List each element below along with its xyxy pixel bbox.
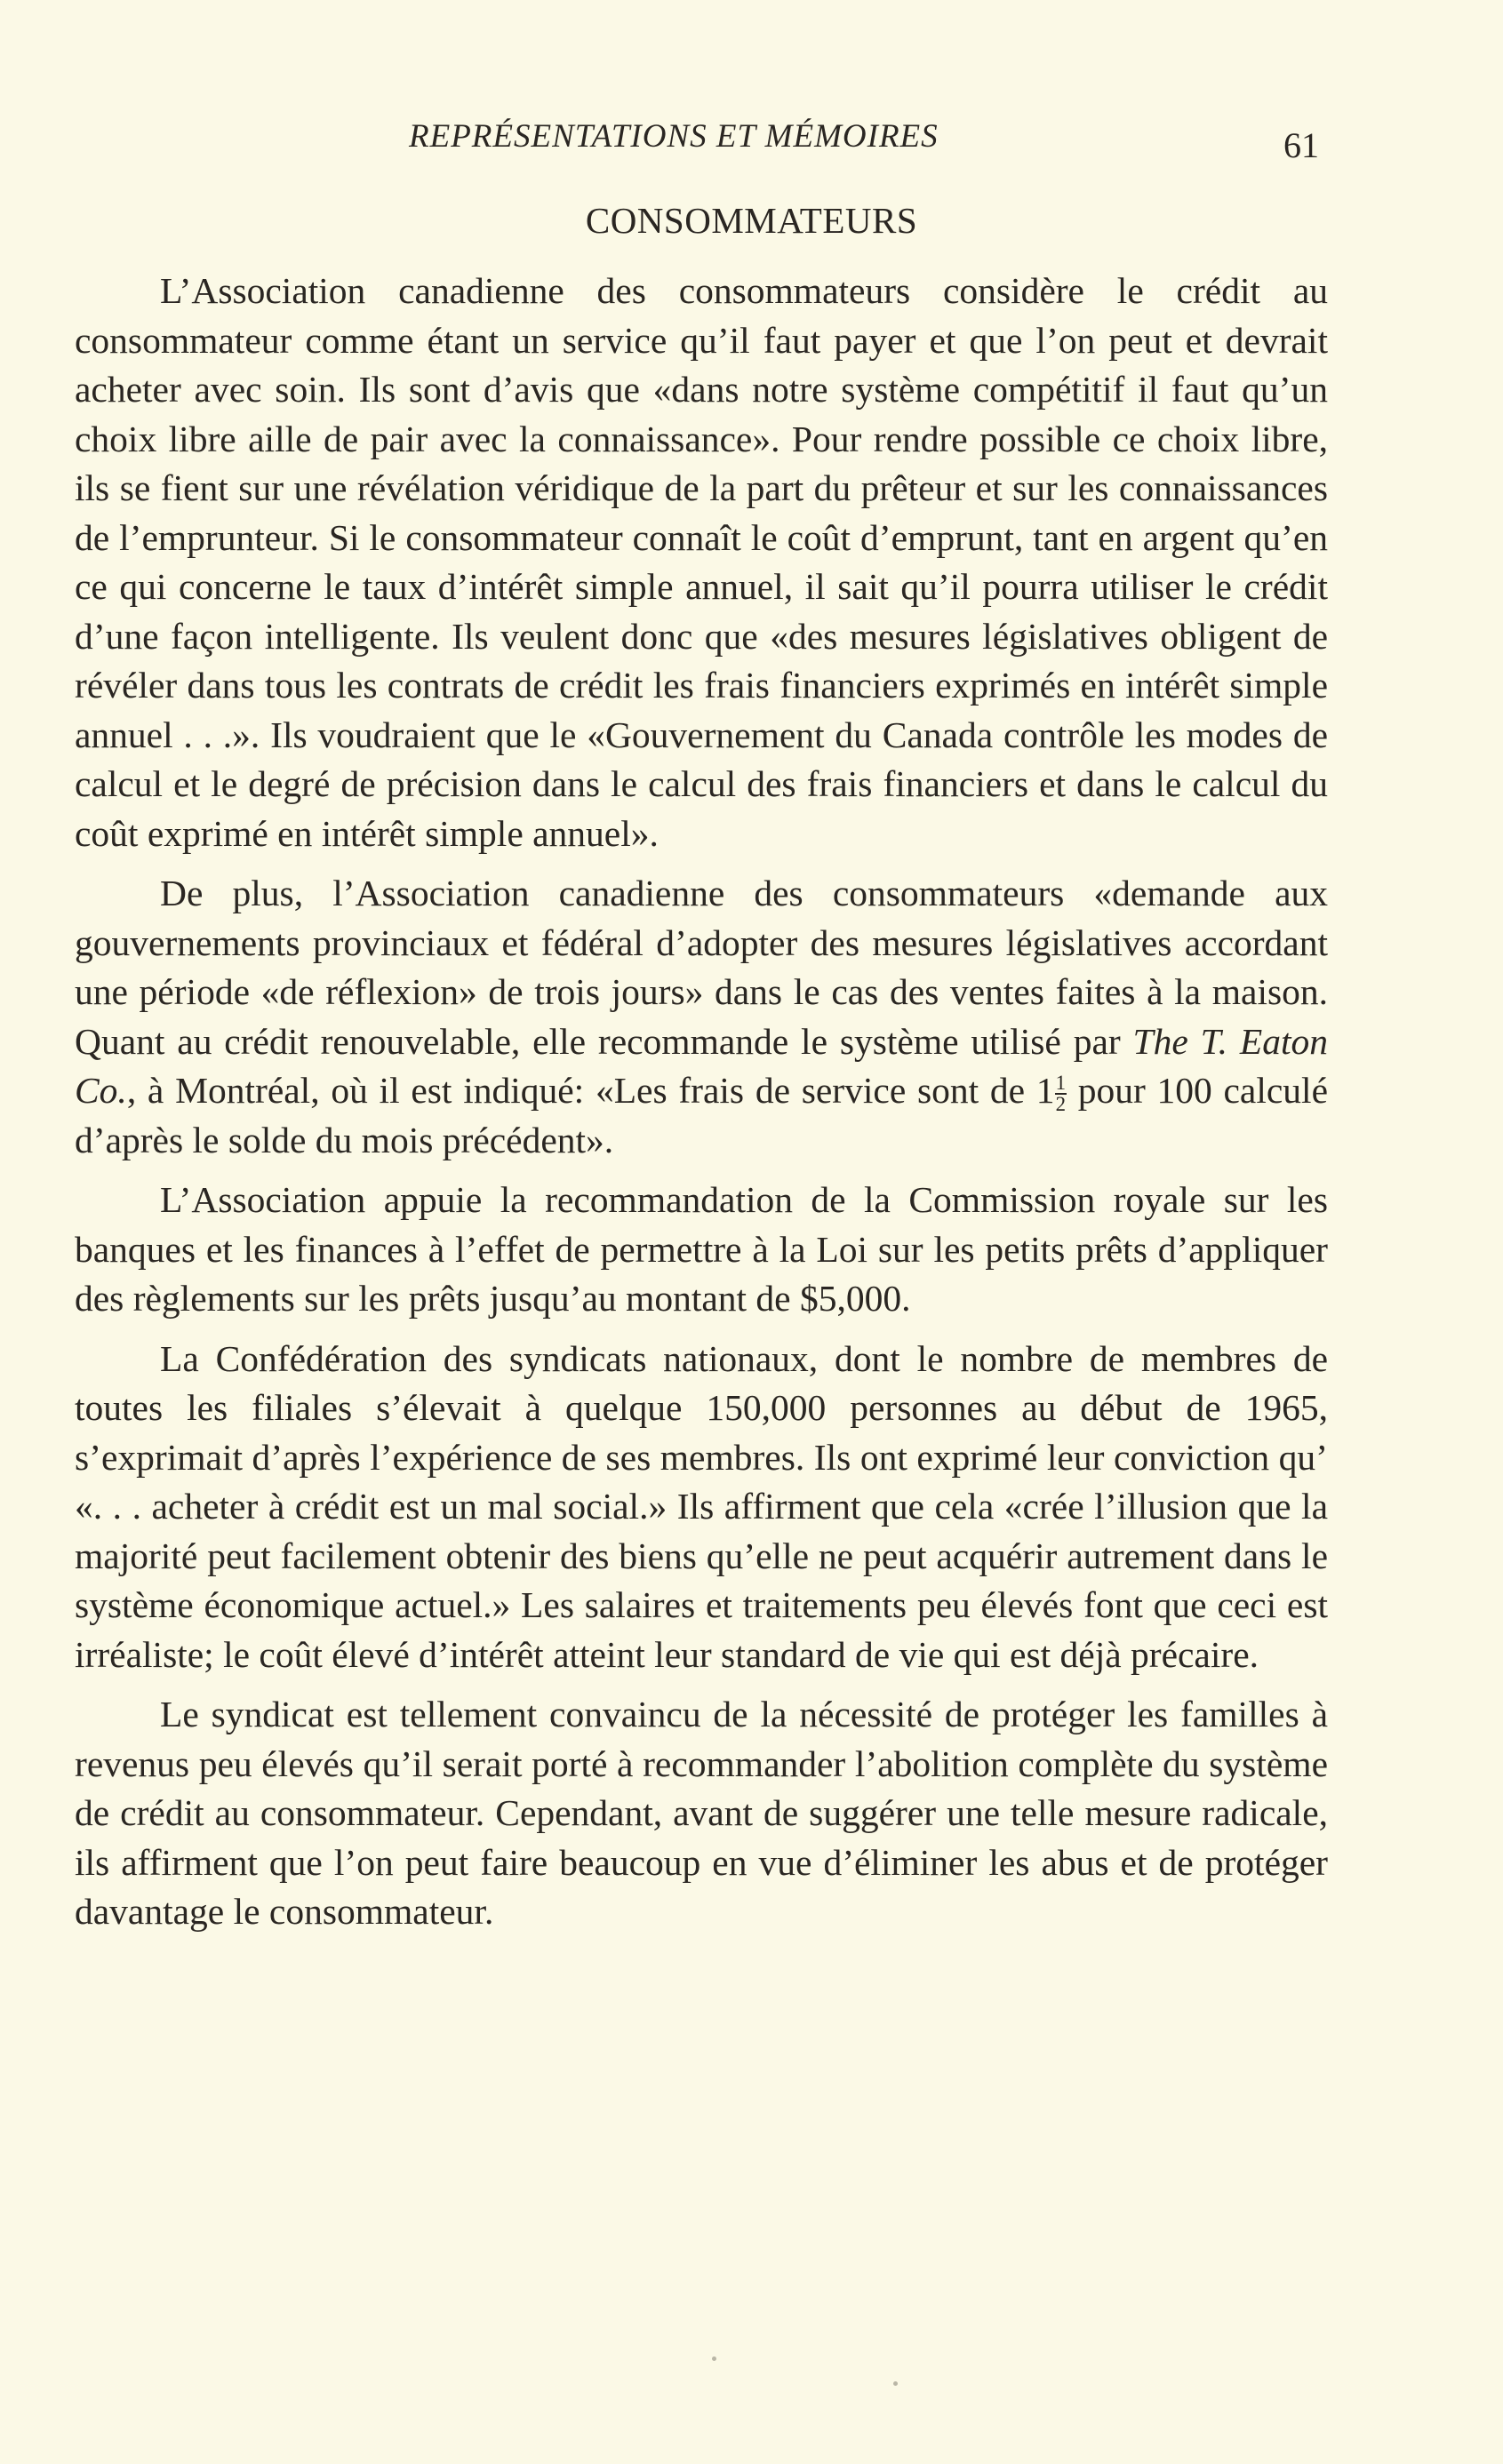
page-number: 61 bbox=[1283, 125, 1319, 165]
fraction-denominator: 2 bbox=[1055, 1093, 1066, 1116]
paragraph-1: L’Association canadienne des consommateurs considère le crédit au consommateur comme étant un service qu’il faut payer et que l’on peut et devrait acheter avec soin. Ils sont d’avis que «dans notre système compétitif il faut qu’un choix libre aille de pair avec la connaissance». Pour rendre possible ce choix libre, ils se fient sur une révélation véridique de la part du prêteur et sur les connaissances de l’emprunteur. Si le consommateur connaît le coût d’emprunt, tant en argent qu’en ce qui concerne le taux d’intérêt simple annuel, il sait qu’il pourra utiliser le crédit d’une façon intelligente. Ils veulent donc que «des mesures législatives obligent de révéler dans tous les contrats de crédit les frais financiers exprimés en intérêt simple annuel . . .». Ils voudraient que le «Gouvernement du Canada contrôle les modes de calcul et le degré de précision dans le calcul des frais financiers et dans le calcul du coût exprimé en intérêt simple annuel». bbox=[75, 270, 1328, 854]
paragraph-2-text-middle: , à Montréal, où il est indiqué: «Les frais de service sont de 1 bbox=[126, 1070, 1055, 1111]
paragraph-3: L’Association appuie la recommandation de la Commission royale sur les banques et les finances à l’effet de permettre à la Loi sur les petits prêts d’appliquer des règlements sur les prêts jusqu’au montant de $5,000. bbox=[75, 1179, 1328, 1319]
paragraph-4: La Confédération des syndicats nationaux, dont le nombre de membres de toutes les filiales s’élevait à quelque 150,000 personnes au début de 1965, s’exprimait d’après l’expérience de ses membres. Ils ont exprimé leur conviction qu’ «. . . acheter à crédit est un mal social.» Ils affirment que cela «crée l’illusion que la majorité peut facilement obtenir des biens qu’elle ne peut acquérir autrement dans le système économique actuel.» Les salaires et traitements peu élevés font que ceci est irréaliste; le coût élevé d’intérêt atteint leur standard de vie qui est déjà précaire. bbox=[75, 1337, 1328, 1675]
paragraph-2 bbox=[75, 869, 1328, 1165]
paper-speck bbox=[893, 2381, 898, 2386]
company-name: The T. Eaton Co. bbox=[75, 1020, 1329, 1111]
paragraph-2-text-end: pour 100 calculé d’après le solde du mois précédent». bbox=[75, 1070, 1328, 1160]
body-text bbox=[75, 267, 1328, 1937]
fraction-numerator: 1 bbox=[1055, 1071, 1066, 1094]
paper-speck bbox=[712, 2356, 716, 2361]
paragraph-2-text-start: De plus, l’Association canadienne des consommateurs «demande aux gouvernements provinciaux et fédéral d’adopter des mesures législatives accordant une période «de réflexion» de trois jours» dans le cas des ventes faites à la maison. Quant au crédit renouvelable, elle recommande le système utilisé par bbox=[75, 873, 1328, 1062]
fraction-one-half bbox=[1055, 1073, 1067, 1116]
section-title: CONSOMMATEURS bbox=[585, 200, 918, 241]
paragraph-5: Le syndicat est tellement convaincu de la nécessité de protéger les familles à revenus peu élevés qu’il serait porté à recommander l’abolition complète du système de crédit au consommateur. Cependant, avant de suggérer une telle mesure radicale, ils affirment que l’on peut faire beaucoup en vue d’éliminer les abus et de protéger davantage le consommateur. bbox=[75, 1694, 1328, 1932]
running-header: REPRÉSENTATIONS ET MÉMOIRES bbox=[409, 118, 939, 155]
